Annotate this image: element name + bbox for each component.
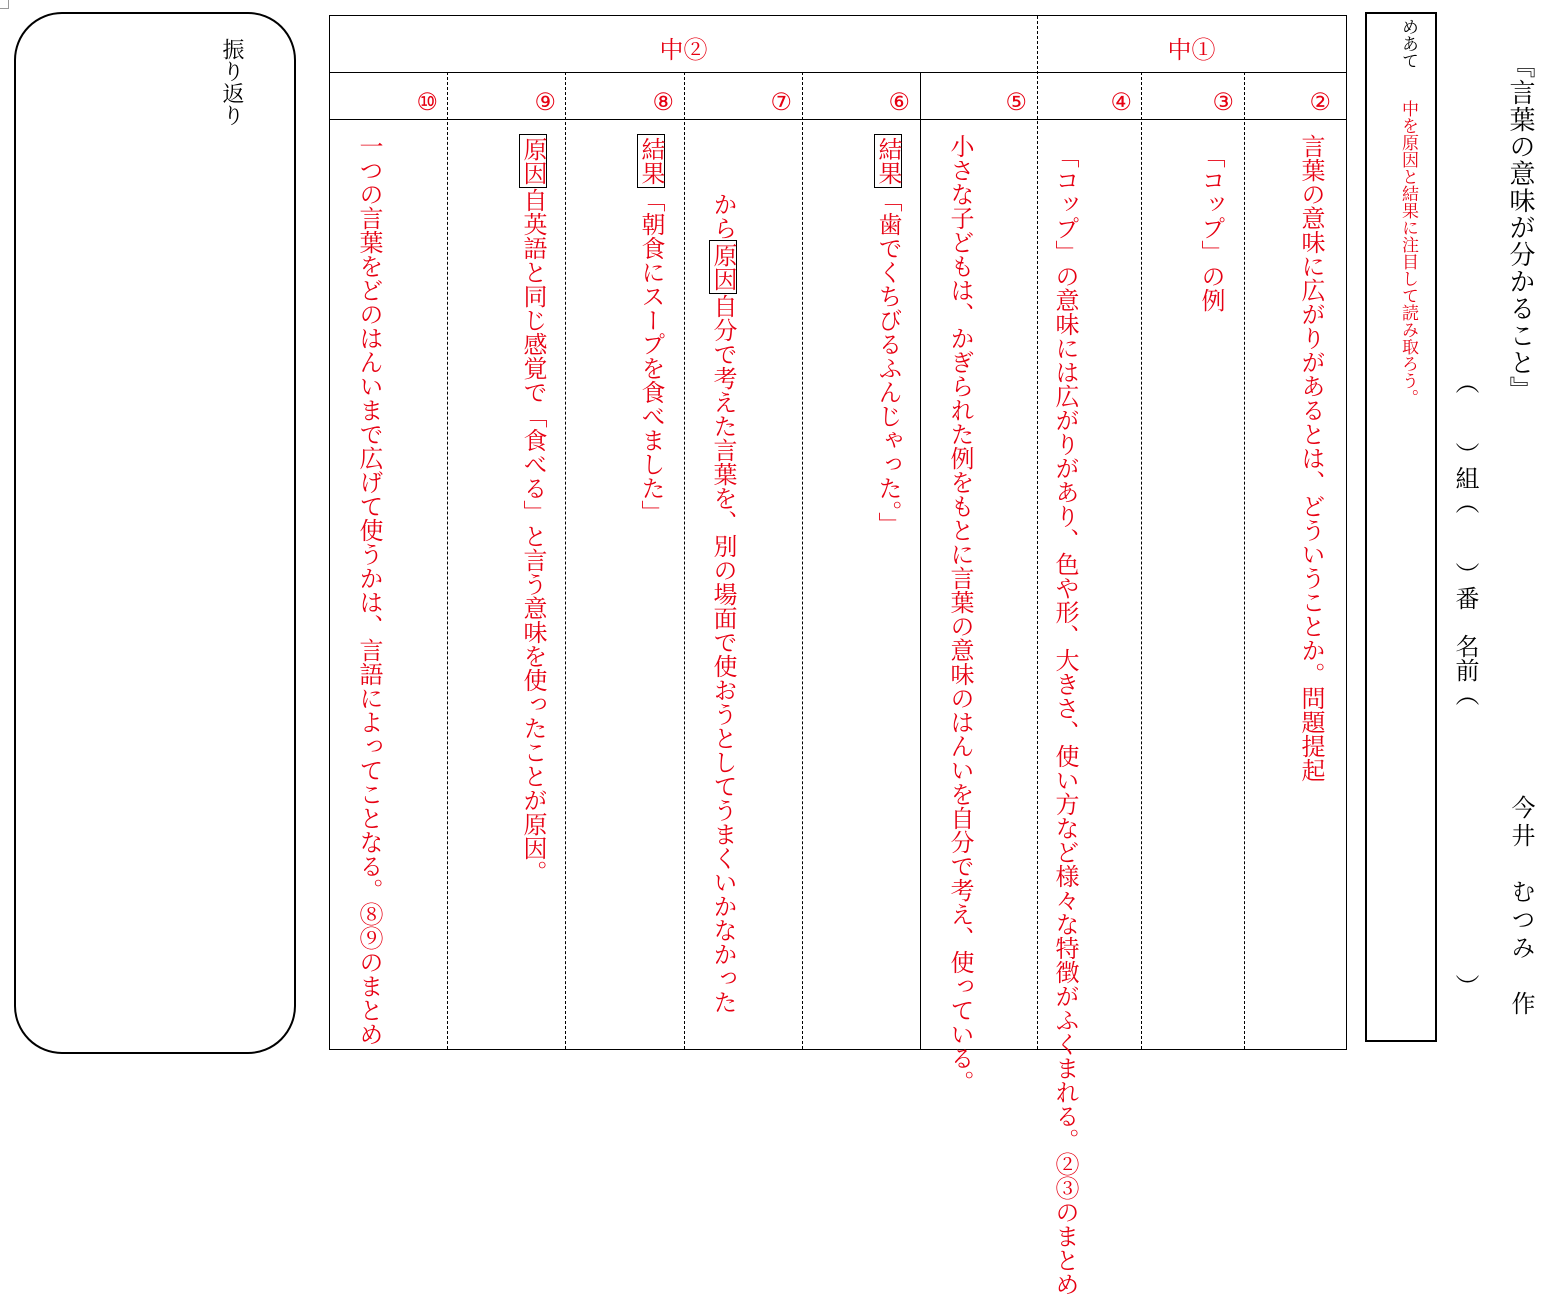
cause-line: [698, 240, 748, 1014]
goal-label: めあて: [1398, 18, 1418, 69]
paragraph-number: ⑤: [1005, 88, 1027, 116]
column-text-8: [626, 134, 676, 524]
name-line: [1448, 370, 1483, 1050]
column-text-5: [935, 134, 985, 1094]
column-divider: [1244, 72, 1245, 1049]
paragraph-number: ⑩: [416, 88, 438, 116]
section-divider: [1037, 16, 1038, 1049]
reflection-box[interactable]: [14, 12, 296, 1054]
reflection-label: 振り返り: [219, 38, 244, 126]
cause-tag: 原因: [519, 134, 547, 188]
answer-line: ⑧⑨のまとめ: [355, 902, 383, 1046]
goal-text: 中を原因と結果に注目して読み取ろう。: [1398, 100, 1418, 406]
corner-mark: [0, 0, 9, 9]
paragraph-number: ②: [1309, 88, 1331, 116]
column-text-10: [344, 134, 394, 1046]
column-divider: [684, 72, 685, 1049]
answer-line: 「歯でくちびるふんじゃった。」: [874, 188, 902, 536]
cause-tag: 原因: [709, 240, 737, 294]
column-text-7: [698, 134, 748, 1014]
column-text-4: [1040, 134, 1090, 1296]
section-header-naka2: 中②: [659, 36, 708, 64]
name-close-paren: ）: [1451, 974, 1479, 998]
paragraph-number: ④: [1110, 88, 1132, 116]
result-tag: 結果: [874, 134, 902, 188]
class-number-name-label: （ ）組（ ）番 名前（: [1451, 370, 1479, 706]
answer-line: 言葉の意味に広がりがあるとは、どういうことか。問題提起: [1297, 134, 1325, 782]
column-text-2: [1286, 134, 1336, 782]
answer-line: 特徴がふくまれる。②③のまとめ: [1051, 936, 1079, 1296]
answer-line: 「コップ」の例: [1197, 144, 1225, 312]
answer-line: 自分で考えた言葉を、別の場面で使おうとしてうまくいかなかった: [709, 294, 737, 1014]
paragraph-number: ⑨: [534, 88, 556, 116]
paragraph-number: ⑦: [770, 88, 792, 116]
answer-line: から: [709, 192, 737, 240]
worksheet-title: 『言葉の意味が分かること』: [1505, 52, 1535, 403]
answer-line: 一つの言葉をどのはんいまで広げて使うかは、言語によってことなる。: [355, 134, 383, 902]
column-text-9: [508, 134, 558, 884]
column-divider: [447, 72, 448, 1049]
column-text-6: [863, 134, 913, 536]
author: 今井 むつみ 作: [1507, 795, 1535, 1019]
number-row-divider: [330, 119, 1346, 120]
section-header-naka1: 中①: [1167, 36, 1216, 64]
answer-line: 「コップ」の意味には広がりがあり、色や形、大きさ、使い方など様々な: [1051, 144, 1079, 936]
reading-table: [329, 15, 1347, 1296]
answer-line: 自英語と同じ感覚で「食べる」と言う意味を使ったことが原因。: [519, 188, 547, 884]
column-divider: [565, 72, 566, 1049]
header-divider: [330, 72, 1346, 73]
answer-line: 小さな子どもは、かぎられた例をもとに言葉の意味のはんいを自分で考: [946, 134, 974, 902]
paragraph-number: ③: [1212, 88, 1234, 116]
column-divider: [1141, 72, 1142, 1049]
column-text-3: [1186, 144, 1236, 312]
column-divider: [802, 72, 803, 1049]
result-tag: 結果: [637, 134, 665, 188]
paragraph-number: ⑧: [652, 88, 674, 116]
column-divider: [920, 72, 921, 1049]
answer-line: え、使っている。: [946, 902, 974, 1094]
answer-line: 「朝食にスープを食べました」: [637, 188, 665, 524]
paragraph-number: ⑥: [888, 88, 910, 116]
